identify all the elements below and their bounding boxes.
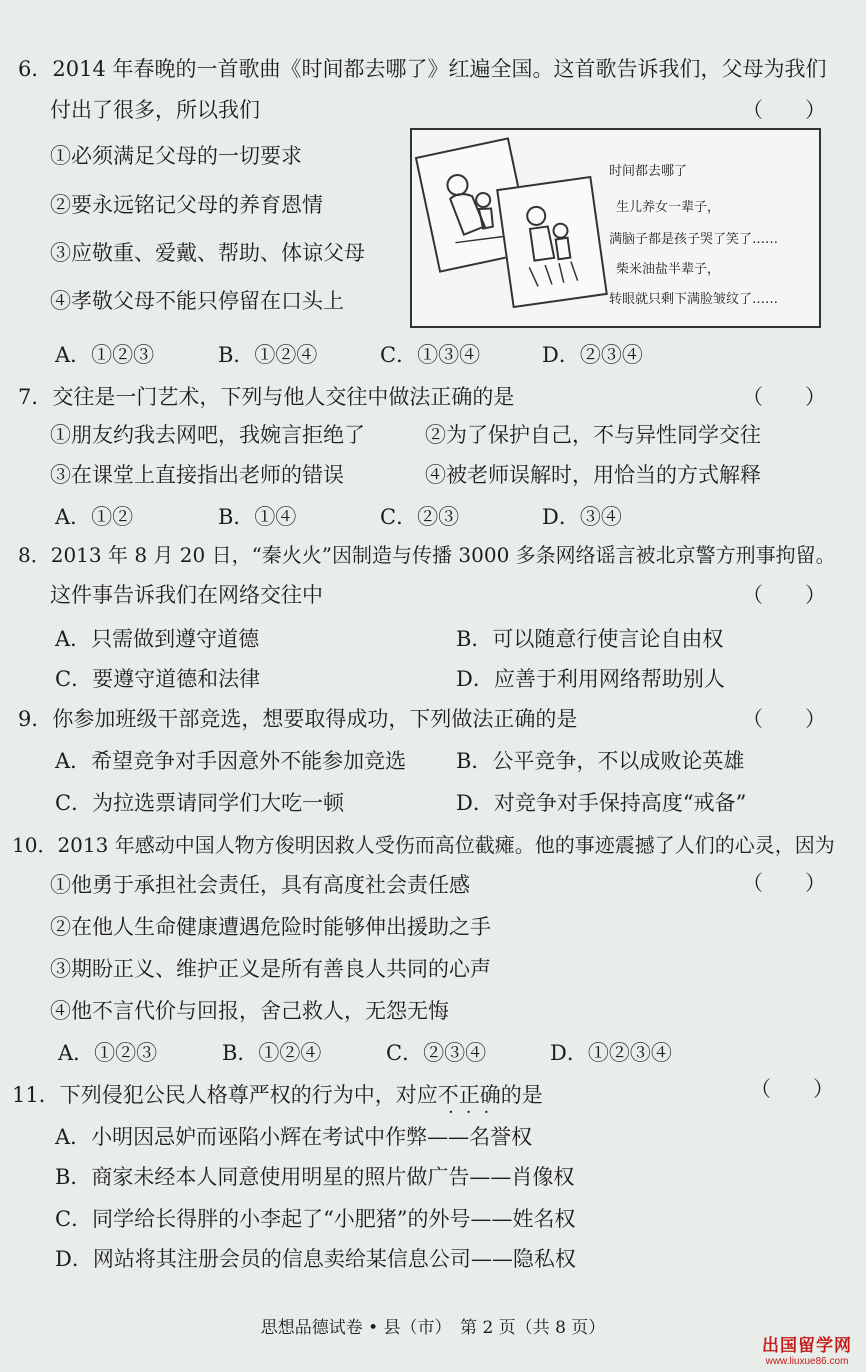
poem-line-3: 柴米油盐半辈子，: [616, 262, 721, 277]
q8-stem-line2: 这件事告诉我们在网络交往中: [50, 583, 323, 607]
q8-option-d[interactable]: D．应善于利用网络帮助别人: [456, 667, 725, 691]
q7-item-3: ③在课堂上直接指出老师的错误: [50, 463, 344, 487]
q10-option-c[interactable]: C．②③④: [386, 1041, 487, 1065]
q8-option-b[interactable]: B．可以随意行使言论自由权: [456, 627, 724, 651]
q11-option-b[interactable]: B．商家未经本人同意使用明星的照片做广告——肖像权: [55, 1165, 575, 1189]
q9-option-b[interactable]: B．公平竞争，不以成败论英雄: [456, 749, 745, 773]
q10-option-b[interactable]: B．①②④: [222, 1041, 322, 1065]
q9-answer-paren[interactable]: （ ）: [742, 707, 826, 731]
q10-stem: 10．2013 年感动中国人物方俊明因救人受伤而高位截瘫。他的事迹震撼了人们的心灵，因为: [12, 833, 835, 857]
poem-line-1: 生儿养女一辈子，: [616, 200, 721, 215]
q11-option-c[interactable]: C．同学给长得胖的小李起了“小肥猪”的外号——姓名权: [55, 1207, 576, 1231]
q6-option-d[interactable]: D．②③④: [542, 343, 643, 367]
q6-stem-line1: 6．2014 年春晚的一首歌曲《时间都去哪了》红遍全国。这首歌告诉我们，父母为我们: [18, 57, 827, 81]
q11-answer-paren[interactable]: （ ）: [750, 1077, 834, 1101]
q6-option-b[interactable]: B．①②④: [218, 343, 318, 367]
q6-item-2: ②要永远铭记父母的养育恩情: [50, 193, 323, 217]
q6-item-3: ③应敬重、爱戴、帮助、体谅父母: [50, 241, 365, 265]
q9-stem: 9．你参加班级干部竞选，想要取得成功，下列做法正确的是: [18, 707, 578, 731]
q7-option-b[interactable]: B．①④: [218, 505, 297, 529]
q9-option-a[interactable]: A．希望竞争对手因意外不能参加竞选: [55, 749, 407, 773]
q6-option-a[interactable]: A．①②③: [55, 343, 155, 367]
q11-option-d[interactable]: D．网站将其注册会员的信息卖给某信息公司——隐私权: [55, 1247, 576, 1271]
q8-answer-paren[interactable]: （ ）: [742, 583, 826, 607]
site-watermark-logo: [762, 1336, 852, 1368]
q6-answer-paren[interactable]: （ ）: [742, 98, 826, 122]
watermark-title: 出国留学网: [762, 1336, 852, 1355]
photo-elder-child-icon: [496, 176, 608, 308]
q6-option-c[interactable]: C．①③④: [380, 343, 481, 367]
q10-item-4: ④他不言代价与回报，舍己救人，无怨无悔: [50, 999, 449, 1023]
q8-stem-line1: 8．2013 年 8 月 20 日，“秦火火”因制造与传播 3000 多条网络谣言被北京警方刑事拘留。: [18, 543, 836, 567]
q10-item-1: ①他勇于承担社会责任，具有高度社会责任感: [50, 873, 470, 897]
q7-option-d[interactable]: D．③④: [542, 505, 622, 529]
poem-title: 时间都去哪了: [609, 164, 688, 179]
q8-option-c[interactable]: C．要遵守道德和法律: [55, 667, 261, 691]
poem-line-2: 满脑子都是孩子哭了笑了……: [609, 232, 779, 247]
q6-stem-line2: 付出了很多，所以我们: [50, 98, 260, 122]
q10-option-d[interactable]: D．①②③④: [550, 1041, 672, 1065]
q6-item-1: ①必须满足父母的一切要求: [50, 144, 302, 168]
song-illustration: [410, 128, 821, 328]
poem-line-4: 转眼就只剩下满脸皱纹了……: [609, 292, 779, 307]
q9-option-d[interactable]: D．对竞争对手保持高度“戒备”: [456, 791, 747, 815]
q7-item-4: ④被老师误解时，用恰当的方式解释: [425, 463, 761, 487]
q7-item-2: ②为了保护自己，不与异性同学交往: [425, 423, 761, 447]
q11-stem: 11．下列侵犯公民人格尊严权的行为中，对应不正确的是: [12, 1083, 543, 1107]
page-footer: 思想品德试卷 • 县（市） 第 2 页（共 8 页）: [260, 1318, 606, 1338]
q10-option-a[interactable]: A．①②③: [58, 1041, 158, 1065]
watermark-url: www.liuxue86.com: [765, 1356, 849, 1367]
q7-answer-paren[interactable]: （ ）: [742, 385, 826, 409]
q7-stem: 7．交往是一门艺术，下列与他人交往中做法正确的是: [18, 385, 515, 409]
q10-answer-paren[interactable]: （ ）: [742, 871, 826, 895]
q11-option-a[interactable]: A．小明因忌妒而诬陷小辉在考试中作弊——名誉权: [55, 1125, 533, 1149]
q8-option-a[interactable]: A．只需做到遵守道德: [55, 627, 260, 651]
q10-item-3: ③期盼正义、维护正义是所有善良人共同的心声: [50, 957, 491, 981]
q7-item-1: ①朋友约我去网吧，我婉言拒绝了: [50, 423, 365, 447]
q9-option-c[interactable]: C．为拉选票请同学们大吃一顿: [55, 791, 345, 815]
q10-item-2: ②在他人生命健康遭遇危险时能够伸出援助之手: [50, 915, 491, 939]
q7-option-c[interactable]: C．②③: [380, 505, 460, 529]
q11-emphasis-dots: ···: [448, 1102, 502, 1123]
q6-item-4: ④孝敬父母不能只停留在口头上: [50, 289, 344, 313]
q7-option-a[interactable]: A．①②: [55, 505, 134, 529]
